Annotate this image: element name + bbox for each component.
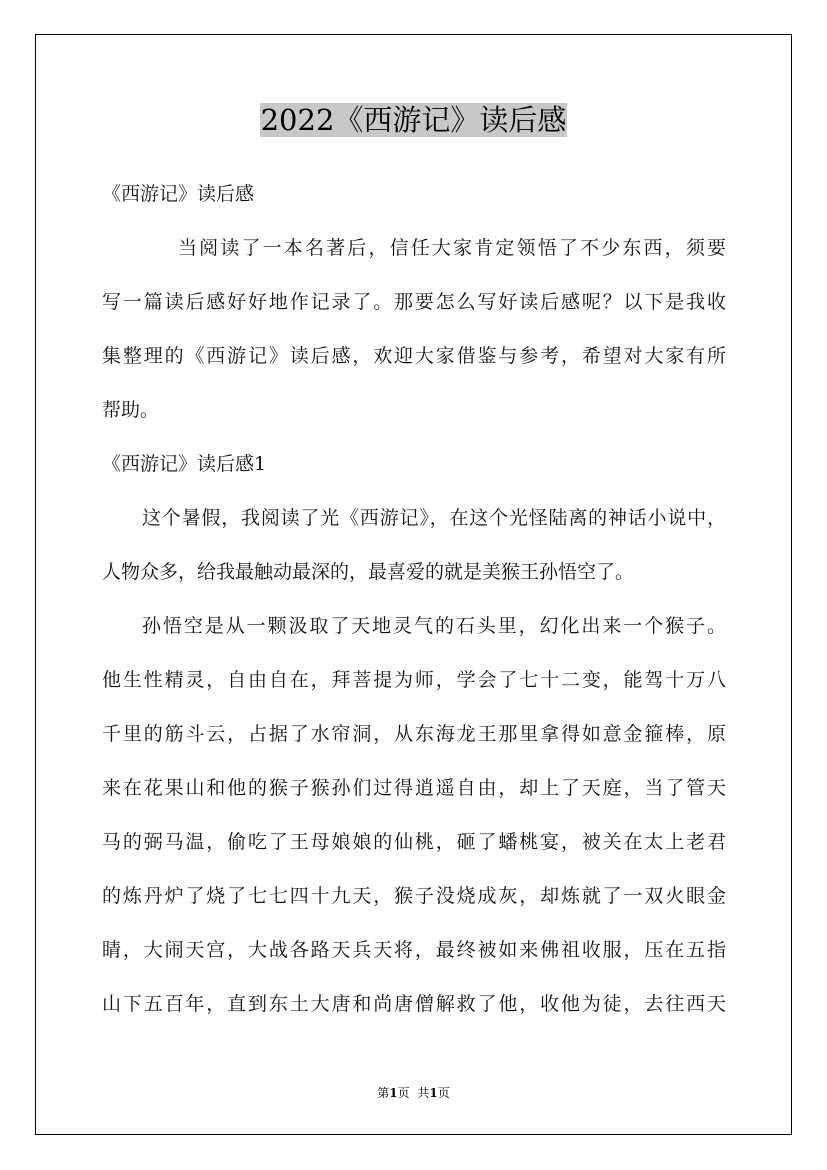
section-heading: 《西游记》读后感1 <box>102 453 267 475</box>
text-line: 马的弼马温，偷吃了王母娘娘的仙桃，砸了蟠桃宴，被关在太上老君 <box>102 831 726 853</box>
section-heading: 《西游记》读后感 <box>102 183 255 205</box>
page-number: 1 <box>389 1086 398 1100</box>
text-line: 写一篇读后感好好地作记录了。那要怎么写好读后感呢？以下是我收 <box>102 291 726 313</box>
text-line: 集整理的《西游记》读后感，欢迎大家借鉴与参考，希望对大家有所 <box>102 345 726 367</box>
total-pages: 1 <box>429 1086 438 1100</box>
page-suffix: 页 <box>397 1086 410 1100</box>
document-title <box>0 98 827 142</box>
text-line: 他生性精灵，自由自在，拜菩提为师，学会了七十二变，能驾十万八 <box>102 669 726 691</box>
text-line: 这个暑假，我阅读了光《西游记》，在这个光怪陆离的神话小说中， <box>142 507 726 529</box>
text-line: 的炼丹炉了烧了七七四十九天，猴子没烧成灰，却炼就了一双火眼金 <box>102 885 726 907</box>
text-line: 千里的筋斗云，占据了水帘洞，从东海龙王那里拿得如意金箍棒，原 <box>102 723 726 745</box>
text-line: 孙悟空是从一颗汲取了天地灵气的石头里，幻化出来一个猴子。 <box>142 615 726 637</box>
total-prefix: 共 <box>417 1086 430 1100</box>
total-suffix: 页 <box>437 1086 450 1100</box>
text-line: 来在花果山和他的猴子猴孙们过得逍遥自由，却上了天庭，当了管天 <box>102 777 726 799</box>
text-line: 当阅读了一本名著后，信任大家肯定领悟了不少东西，须要 <box>178 237 726 259</box>
document-body <box>102 174 726 1038</box>
text-line: 人物众多，给我最触动最深的，最喜爱的就是美猴王孙悟空了。 <box>102 561 635 583</box>
page-prefix: 第 <box>377 1086 390 1100</box>
text-line: 帮助。 <box>102 399 160 421</box>
text-line: 山下五百年，直到东土大唐和尚唐僧解救了他，收他为徒，去往西天 <box>102 993 726 1015</box>
title-text: 2022《西游记》读后感 <box>260 103 567 137</box>
page-footer <box>0 1084 827 1101</box>
text-line: 睛，大闹天宫，大战各路天兵天将，最终被如来佛祖收服，压在五指 <box>102 939 726 961</box>
